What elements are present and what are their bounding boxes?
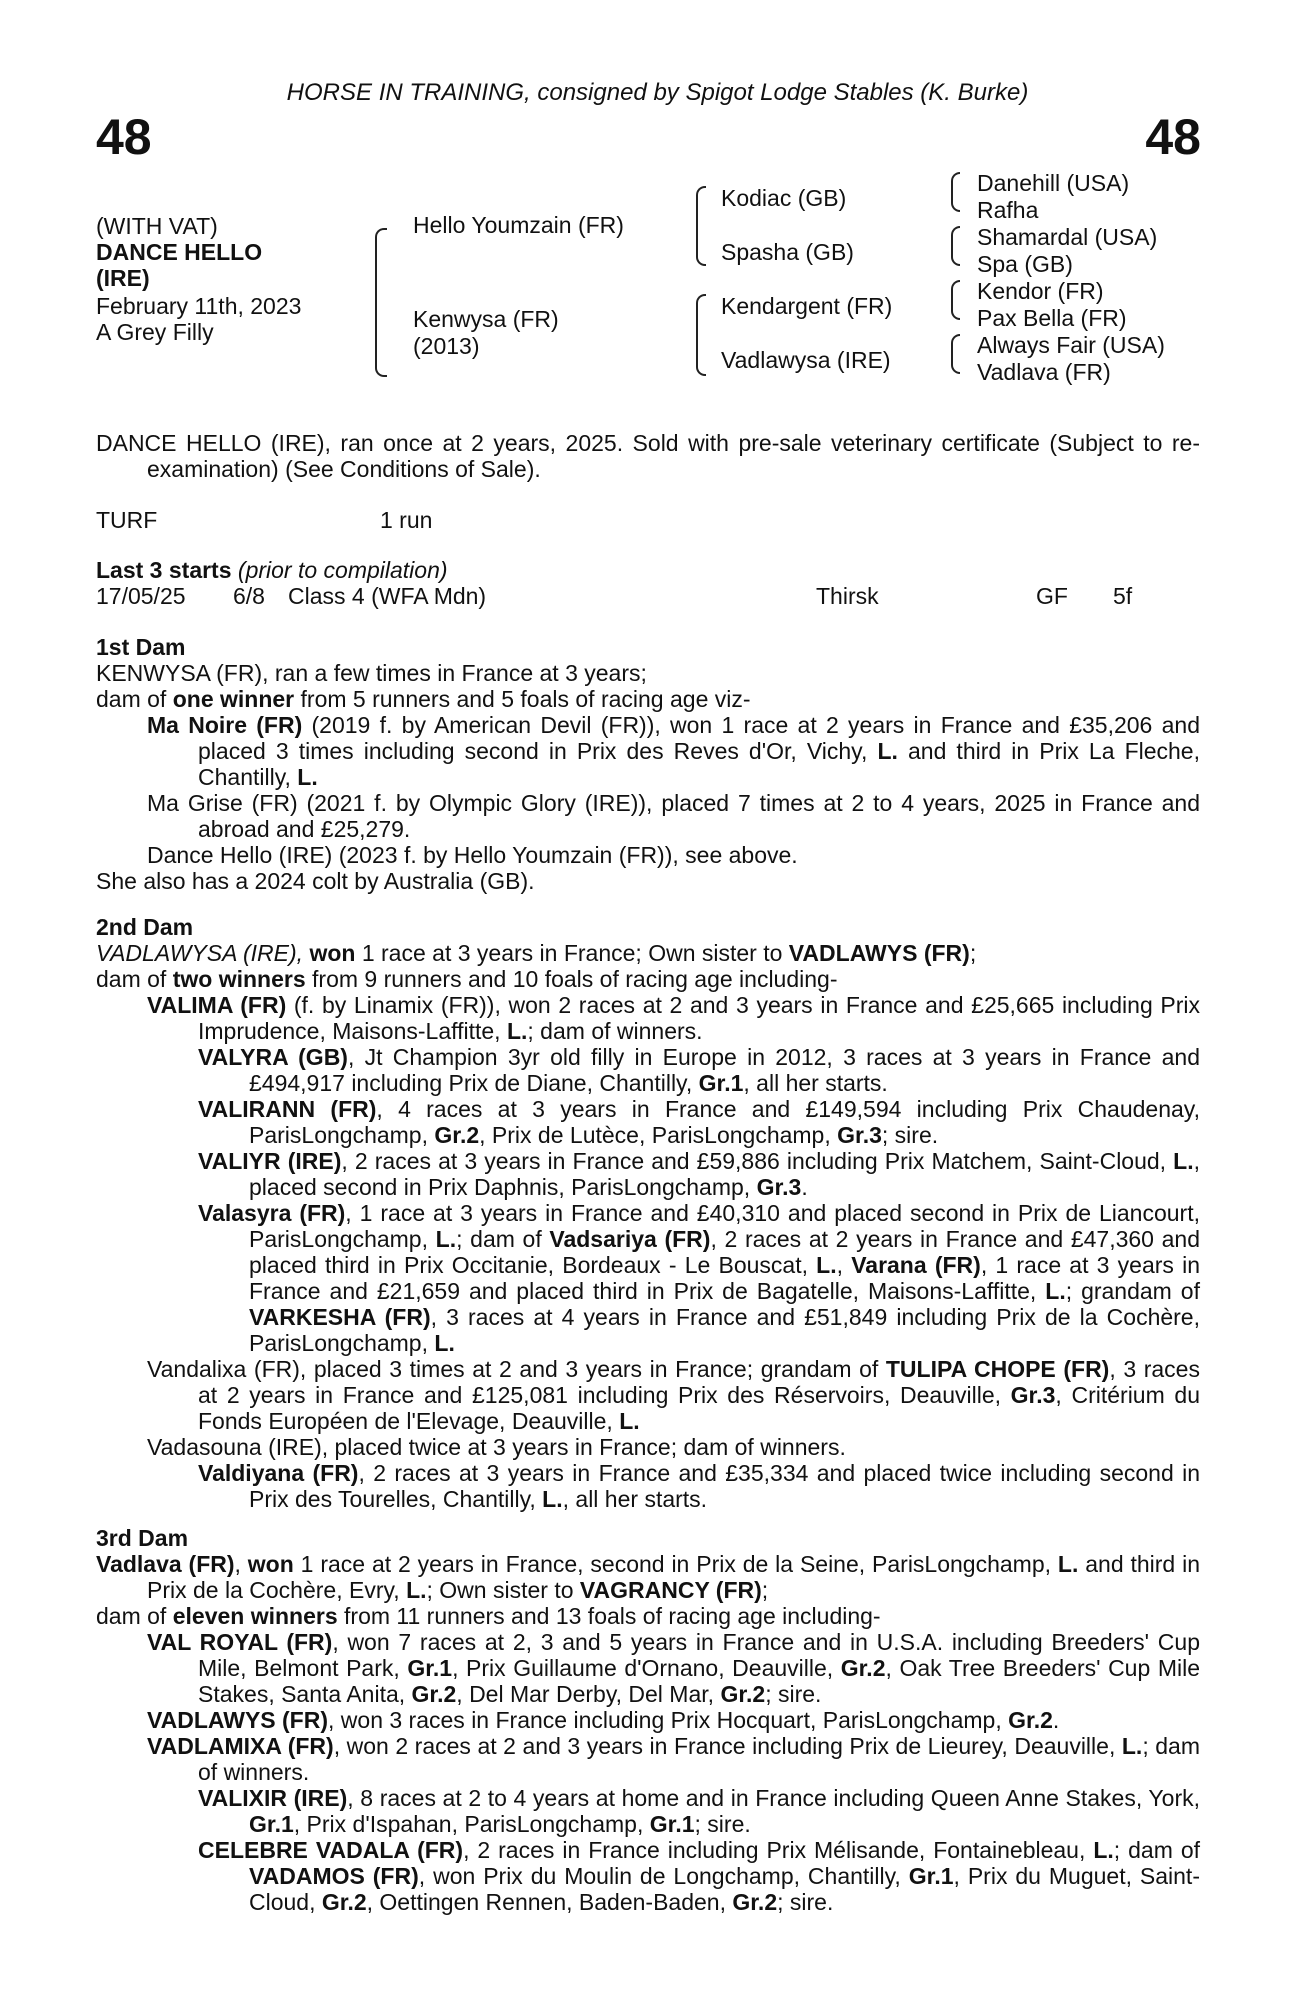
- text-run: L.: [542, 1486, 563, 1512]
- grandparent-6: Pax Bella (FR): [977, 305, 1127, 331]
- text-run: two winners: [172, 966, 306, 992]
- produce-valixir: [96, 1785, 1200, 1837]
- last-starts-title: Last 3 starts: [96, 557, 232, 583]
- text-run: , 3 races at 4 years in France and £51,849 including Prix de la Cochère, ParisLongchamp,: [249, 1304, 1200, 1356]
- sire-dam: Spasha (GB): [721, 239, 854, 265]
- produce-val-royal: [96, 1629, 1200, 1707]
- text-run: 1 race at 2 years in France, second in Prix de la Seine, ParisLongchamp,: [293, 1551, 1058, 1577]
- text-run: 1 race at 3 years in France; Own sister to: [355, 940, 789, 966]
- text-run: , Critérium du Fonds Européen de l'Elevage, Deauville,: [198, 1382, 1200, 1434]
- first-dam-heading: 1st Dam: [96, 634, 186, 660]
- text-run: Gr.2: [411, 1681, 457, 1707]
- text-run: L.: [877, 738, 898, 764]
- text-run: , Prix d'Ispahan, ParisLongchamp,: [293, 1811, 650, 1837]
- text-run: L.: [816, 1252, 837, 1278]
- pedigree-brace-g3: [951, 280, 960, 320]
- text-run: VARKESHA (FR): [249, 1304, 431, 1330]
- text-run: (2019 f. by American Devil (FR)), won 1 race at 2 years in France and £35,206 and placed 3 times including second in Prix des Reves d'Or, Vichy,: [198, 712, 1200, 764]
- text-run: Varana (FR): [851, 1252, 981, 1278]
- pedigree-brace-sire: [696, 186, 706, 266]
- text-run: eleven winners: [172, 1603, 338, 1629]
- text-run: ; grandam of: [1065, 1278, 1200, 1304]
- text-run: , 1 race at 3 years in France and £40,310 and placed second in Prix de Liancourt, ParisLongchamp,: [249, 1200, 1200, 1252]
- text-run: dam of: [96, 966, 173, 992]
- text-run: Gr.2: [321, 1889, 367, 1915]
- last-starts-heading: [96, 557, 448, 583]
- text-run: VALIRANN (FR): [198, 1096, 377, 1122]
- text-run: ; sire.: [765, 1681, 822, 1707]
- text-run: Gr.2: [434, 1122, 480, 1148]
- text-run: Gr.3: [756, 1174, 802, 1200]
- start-placing: 6/8: [233, 583, 265, 609]
- pedigree-brace-g4: [951, 334, 960, 374]
- horse-suffix: (IRE): [96, 265, 150, 291]
- text-run: Vadlava (FR): [96, 1551, 235, 1577]
- text-run: VALIXIR (IRE): [198, 1785, 348, 1811]
- text-run: , Oettingen Rennen, Baden-Baden,: [366, 1889, 733, 1915]
- text-run: (f. by Linamix (FR)), won 2 races at 2 and 3 years in France and £25,665 including Prix Imprudence, Maisons-Laffitte,: [198, 992, 1200, 1044]
- text-run: VADLAWYS (FR): [788, 940, 970, 966]
- text-run: , won Prix du Moulin de Longchamp, Chantilly,: [418, 1863, 909, 1889]
- text-run: L.: [434, 1330, 455, 1356]
- dam-dam: Vadlawysa (IRE): [721, 347, 891, 373]
- start-race: Class 4 (WFA Mdn): [288, 583, 487, 609]
- first-dam-foal-note: She also has a 2024 colt by Australia (GB).: [96, 868, 535, 894]
- text-run: L.: [435, 1226, 457, 1252]
- text-run: dam of: [96, 1603, 173, 1629]
- text-run: , Prix Guillaume d'Ornano, Deauville,: [452, 1655, 841, 1681]
- text-run: ,: [836, 1252, 852, 1278]
- second-dam-section: [96, 914, 1200, 1512]
- text-run: , 2 races in France including Prix Mélisande, Fontainebleau,: [463, 1837, 1094, 1863]
- start-course: Thirsk: [816, 583, 879, 609]
- text-run: VADAMOS (FR): [249, 1863, 419, 1889]
- text-run: , 1 race at 3 years in France and £21,659 and placed third in Prix de Bagatelle, Maisons-Laffitte,: [249, 1252, 1200, 1304]
- third-dam-intro: [96, 1551, 1200, 1603]
- text-run: L.: [506, 1018, 528, 1044]
- produce-valiyr: [96, 1148, 1200, 1200]
- text-run: Gr.2: [840, 1655, 886, 1681]
- text-run: won: [309, 940, 356, 966]
- first-dam-section: [96, 634, 1200, 894]
- text-run: .: [1052, 1707, 1060, 1733]
- produce-ma-noire: [96, 712, 1200, 790]
- third-dam-produce-line: [96, 1603, 1200, 1629]
- third-dam-heading: 3rd Dam: [96, 1525, 189, 1551]
- text-run: Gr.2: [720, 1681, 766, 1707]
- produce-valima: [96, 992, 1200, 1044]
- text-run: Gr.2: [732, 1889, 778, 1915]
- text-run: VAGRANCY (FR): [579, 1577, 762, 1603]
- grandparent-1: Danehill (USA): [977, 170, 1130, 196]
- text-run: , Jt Champion 3yr old filly in Europe in 2012, 3 races at 3 years in France and £494,917 including Prix de Diane, Chantilly,: [249, 1044, 1200, 1096]
- text-run: , placed second in Prix Daphnis, ParisLongchamp,: [249, 1148, 1200, 1200]
- text-run: Gr.3: [837, 1122, 882, 1148]
- second-dam-intro: [96, 940, 1200, 966]
- text-run: from 9 runners and 10 foals of racing age including-: [305, 966, 838, 992]
- pedigree-brace-g1: [951, 172, 960, 212]
- text-run: and third in Prix La Fleche, Chantilly,: [198, 738, 1200, 790]
- horse-description: A Grey Filly: [96, 319, 214, 345]
- text-run: ; dam of: [456, 1226, 550, 1252]
- record-runs: 1 run: [380, 507, 433, 533]
- text-run: VAL ROYAL (FR): [147, 1629, 333, 1655]
- grandparent-8: Vadlava (FR): [977, 359, 1111, 385]
- dam-year: (2013): [413, 333, 480, 359]
- text-run: Gr.1: [249, 1811, 294, 1837]
- text-run: , won 3 races in France including Prix Hocquart, ParisLongchamp,: [328, 1707, 1009, 1733]
- lot-number-right: 48: [1145, 109, 1201, 165]
- text-run: ; sire.: [694, 1811, 751, 1837]
- text-run: CELEBRE VADALA (FR): [198, 1837, 464, 1863]
- text-run: , Prix du Muguet, Saint-Cloud,: [249, 1863, 1200, 1915]
- text-run: Gr.1: [908, 1863, 954, 1889]
- text-run: Gr.2: [1008, 1707, 1053, 1733]
- text-run: .: [801, 1174, 808, 1200]
- text-run: L.: [1057, 1551, 1079, 1577]
- text-run: L.: [1121, 1733, 1143, 1759]
- text-run: , all her starts.: [743, 1070, 888, 1096]
- text-run: ; sire.: [881, 1122, 939, 1148]
- text-run: L.: [1093, 1837, 1114, 1863]
- text-run: Vandalixa (FR), placed 3 times at 2 and 3 years in France; grandam of: [147, 1356, 886, 1382]
- first-dam-intro: KENWYSA (FR), ran a few times in France at 3 years;: [96, 660, 647, 686]
- text-run: ;: [969, 940, 977, 966]
- pedigree-brace-main: [375, 228, 387, 377]
- grandparent-2: Rafha: [977, 197, 1039, 223]
- text-run: VALIMA (FR): [147, 992, 287, 1018]
- text-run: , won 2 races at 2 and 3 years in France including Prix de Lieurey, Deauville,: [333, 1733, 1122, 1759]
- text-run: ; sire.: [777, 1889, 834, 1915]
- text-run: , 4 races at 3 years in France and £149,594 including Prix Chaudenay, ParisLongchamp,: [249, 1096, 1200, 1148]
- start-distance: 5f: [1113, 583, 1133, 609]
- text-run: Valasyra (FR): [198, 1200, 346, 1226]
- text-run: , Del Mar Derby, Del Mar,: [456, 1681, 721, 1707]
- dam-sire: Kendargent (FR): [721, 293, 893, 319]
- produce-valdiyana: [96, 1460, 1200, 1512]
- text-run: Gr.1: [407, 1655, 453, 1681]
- text-run: Gr.3: [1010, 1382, 1056, 1408]
- text-run: Vadsariya (FR): [549, 1226, 711, 1252]
- text-run: L.: [297, 764, 318, 790]
- grandparent-5: Kendor (FR): [977, 278, 1104, 304]
- sire-sire: Kodiac (GB): [721, 185, 847, 211]
- vat-note: (WITH VAT): [96, 213, 218, 239]
- text-run: ; dam of winners.: [527, 1018, 703, 1044]
- text-run: Ma Noire (FR): [147, 712, 303, 738]
- record-surface: TURF: [96, 507, 158, 533]
- start-going: GF: [1036, 583, 1068, 609]
- text-run: , Oak Tree Breeders' Cup Mile Stakes, Santa Anita,: [198, 1655, 1200, 1707]
- last-starts-note: (prior to compilation): [237, 557, 448, 583]
- produce-vadlawys: [96, 1707, 1200, 1733]
- text-run: VADLAWYS (FR): [147, 1707, 329, 1733]
- text-run: ;: [761, 1577, 769, 1603]
- text-run: , won 7 races at 2, 3 and 5 years in France and in U.S.A. including Breeders' Cup Mile, Belmont Park,: [198, 1629, 1200, 1681]
- horse-name: DANCE HELLO: [96, 239, 263, 265]
- dam-name: Kenwysa (FR): [413, 306, 559, 332]
- produce-valasyra: [96, 1200, 1200, 1356]
- text-run: ,: [234, 1551, 248, 1577]
- text-run: , 2 races at 3 years in France and £35,334 and placed twice including second in Prix des Tourelles, Chantilly,: [249, 1460, 1200, 1512]
- text-run: from 11 runners and 13 foals of racing age including-: [337, 1603, 881, 1629]
- start-date: 17/05/25: [96, 583, 186, 609]
- produce-valyra: [96, 1044, 1200, 1096]
- text-run: L.: [1173, 1148, 1194, 1174]
- text-run: TULIPA CHOPE (FR): [885, 1356, 1110, 1382]
- text-run: Valdiyana (FR): [198, 1460, 359, 1486]
- text-run: L.: [406, 1577, 427, 1603]
- text-run: Gr.1: [649, 1811, 695, 1837]
- text-run: L.: [619, 1408, 640, 1434]
- pedigree-brace-g2: [951, 226, 960, 266]
- produce-dance-hello: Dance Hello (IRE) (2023 f. by Hello Youmzain (FR)), see above.: [147, 842, 798, 868]
- pedigree-brace-dam: [696, 294, 706, 376]
- text-run: and third in Prix de la Cochère, Evry,: [147, 1551, 1200, 1603]
- second-dam-produce-line: [96, 966, 1200, 992]
- produce-vadasouna: Vadasouna (IRE), placed twice at 3 years in France; dam of winners.: [147, 1434, 846, 1460]
- text-run: VALYRA (GB): [198, 1044, 348, 1070]
- text-run: Gr.1: [698, 1070, 744, 1096]
- text-run: from 5 runners and 5 foals of racing age viz-: [294, 686, 751, 712]
- sire-name: Hello Youmzain (FR): [413, 212, 624, 238]
- text-run: ; dam of: [1113, 1837, 1200, 1863]
- text-run: VADLAMIXA (FR): [147, 1733, 334, 1759]
- second-dam-heading: 2nd Dam: [96, 914, 194, 940]
- text-run: , 2 races at 2 years in France and £47,360 and placed third in Prix Occitanie, Bordeaux - Le Bouscat,: [249, 1226, 1201, 1278]
- text-run: , Prix de Lutèce, ParisLongchamp,: [479, 1122, 838, 1148]
- produce-vandalixa: [96, 1356, 1200, 1434]
- grandparent-7: Always Fair (USA): [977, 332, 1165, 358]
- consignor-header: HORSE IN TRAINING, consigned by Spigot Lodge Stables (K. Burke): [286, 79, 1029, 106]
- text-run: dam of: [96, 686, 173, 712]
- produce-ma-grise: Ma Grise (FR) (2021 f. by Olympic Glory (IRE)), placed 7 times at 2 to 4 years, 2025 in France and abroad and £25,279.: [147, 790, 1200, 842]
- race-summary: DANCE HELLO (IRE), ran once at 2 years, 2025. Sold with pre-sale veterinary certificate (Subject to re-examination) (See Conditions of Sale).: [96, 430, 1200, 482]
- text-run: ; Own sister to: [426, 1577, 580, 1603]
- produce-vadlamixa: [96, 1733, 1200, 1785]
- first-dam-produce-line: [96, 686, 1200, 712]
- text-run: won: [247, 1551, 294, 1577]
- text-run: VADLAWYSA (IRE),: [96, 940, 310, 966]
- text-run: , 2 races at 3 years in France and £59,886 including Prix Matchem, Saint-Cloud,: [341, 1148, 1174, 1174]
- text-run: L.: [1045, 1278, 1066, 1304]
- foaling-date: February 11th, 2023: [96, 293, 302, 319]
- text-run: , 3 races at 2 years in France and £125,081 including Prix des Réservoirs, Deauville,: [198, 1356, 1200, 1408]
- grandparent-3: Shamardal (USA): [977, 224, 1158, 250]
- lot-number-left: 48: [96, 109, 152, 165]
- grandparent-4: Spa (GB): [977, 251, 1073, 277]
- third-dam-section: [96, 1525, 1200, 1915]
- produce-valirann: [96, 1096, 1200, 1148]
- text-run: one winner: [172, 686, 295, 712]
- text-run: ; dam of winners.: [198, 1733, 1200, 1785]
- produce-celebre-vadala: [96, 1837, 1200, 1915]
- text-run: , all her starts.: [562, 1486, 708, 1512]
- text-run: VALIYR (IRE): [198, 1148, 342, 1174]
- text-run: , 8 races at 2 to 4 years at home and in France including Queen Anne Stakes, York,: [347, 1785, 1200, 1811]
